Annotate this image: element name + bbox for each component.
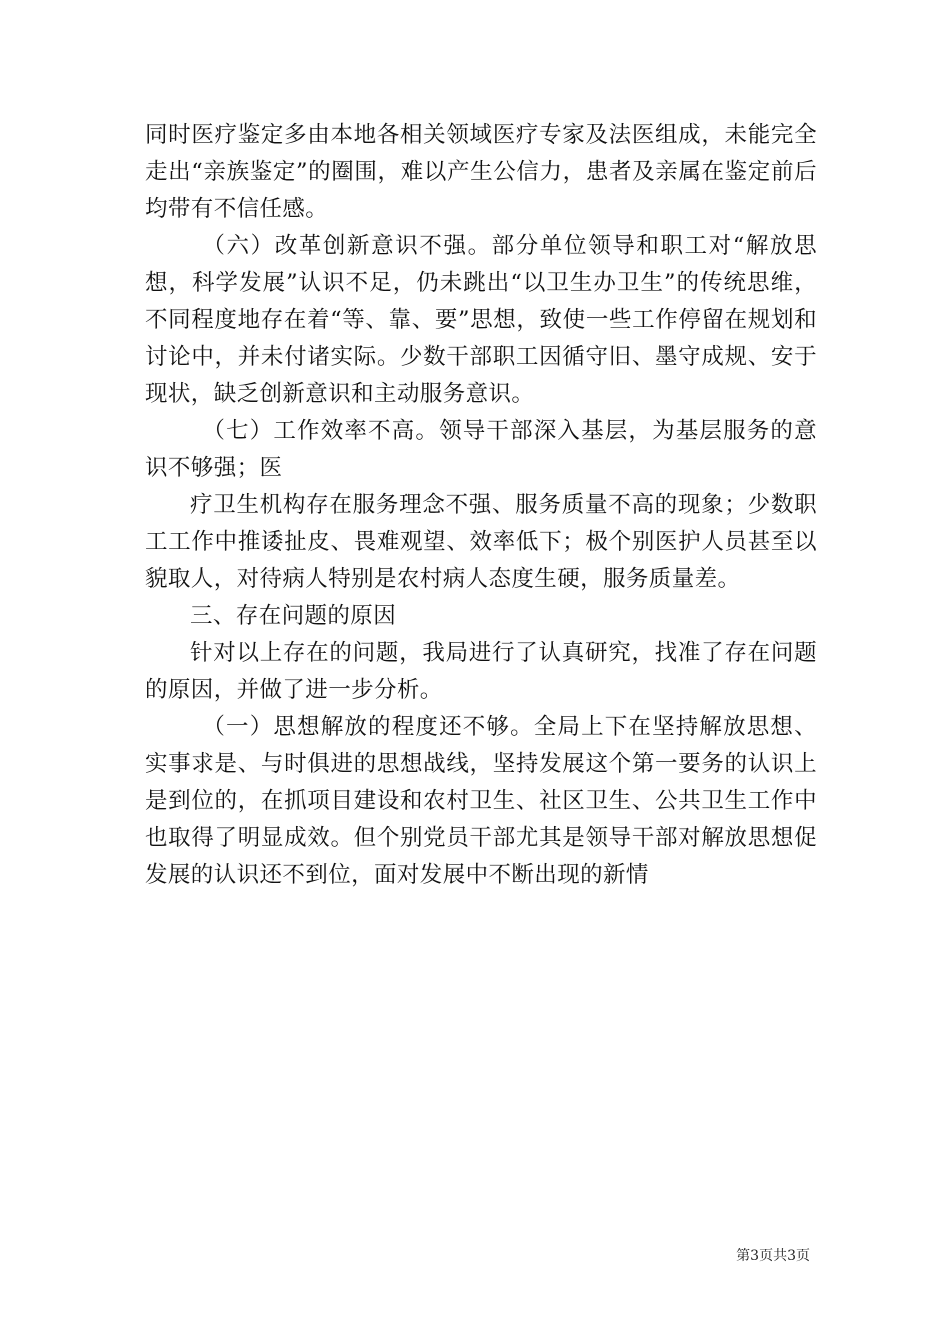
page-number: 第3页共3页 xyxy=(736,1248,810,1264)
document-body xyxy=(145,117,817,894)
paragraph-6: （一）思想解放的程度还不够。全局上下在坚持解放思想、实事求是、与时俱进的思想战线，坚持发展这个第一要务的认识上是到位的，在抓项目建设和农村卫生、社区卫生、公共卫生工作中也取得了明显成效。但个别党员干部尤其是领导干部对解放思想促发展的认识还不到位，面对发展中不断出现的新情 xyxy=(145,714,817,888)
paragraph-5: 针对以上存在的问题，我局进行了认真研究，找准了存在问题的原因，并做了进一步分析。 xyxy=(145,640,817,703)
paragraph-3: （七）工作效率不高。领导干部深入基层，为基层服务的意识不够强；医 xyxy=(145,418,817,481)
paragraph-4: 疗卫生机构存在服务理念不强、服务质量不高的现象；少数职工工作中推诿扯皮、畏难观望、效率低下；极个别医护人员甚至以貌取人，对待病人特别是农村病人态度生硬，服务质量差。 xyxy=(145,492,817,592)
paragraph-2: （六）改革创新意识不强。部分单位领导和职工对“解放思想，科学发展”认识不足，仍未跳出“以卫生办卫生”的传统思维，不同程度地存在着“等、靠、要”思想，致使一些工作停留在规划和讨论中，并未付诸实际。少数干部职工因循守旧、墨守成规、安于现状，缺乏创新意识和主动服务意识。 xyxy=(145,233,817,407)
paragraph-1: 同时医疗鉴定多由本地各相关领域医疗专家及法医组成，未能完全走出“亲族鉴定”的圈围，难以产生公信力，患者及亲属在鉴定前后均带有不信任感。 xyxy=(145,122,817,222)
section-heading: 三、存在问题的原因 xyxy=(190,603,397,629)
